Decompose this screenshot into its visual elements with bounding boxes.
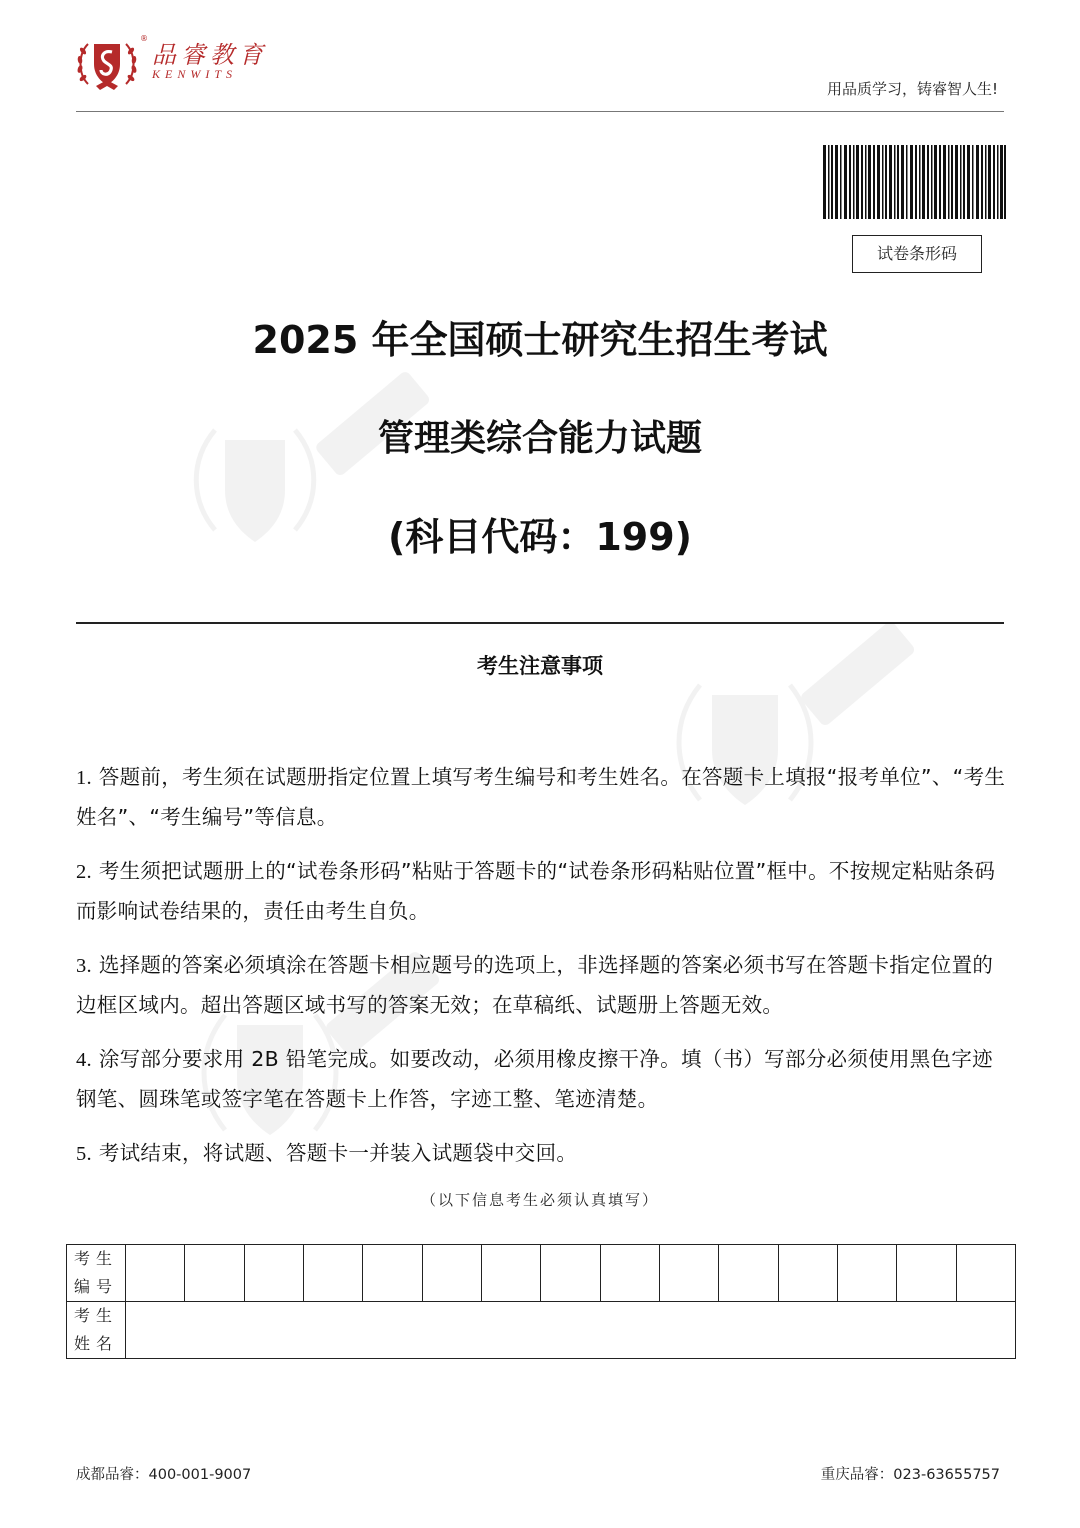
candidate-number-row (67, 1245, 1016, 1302)
subject-code: (科目代码：199) (387, 515, 693, 559)
number-digit-box[interactable] (837, 1245, 896, 1302)
notice-text: 涂写部分要求用 2B 铅笔完成。如要改动，必须用橡皮擦干净。填（书）写部分必须使用黑色字迹钢笔、圆珠笔或签字笔在答题卡上作答，字迹工整、笔迹清楚。 (76, 1047, 993, 1111)
number-digit-box[interactable] (956, 1245, 1015, 1302)
brand-name-en: KENWITS (152, 67, 238, 81)
registered-mark: ® (140, 34, 148, 43)
footer-contact-chengdu: 成都品睿：400-001-9007 (76, 1467, 252, 1483)
number-digit-box[interactable] (719, 1245, 778, 1302)
barcode-icon (823, 145, 1006, 219)
notice-number: 3. (76, 955, 92, 977)
number-digit-box[interactable] (778, 1245, 837, 1302)
notice-item (76, 1040, 1011, 1119)
notice-list (76, 758, 1011, 1189)
notice-heading: 考生注意事项 (477, 654, 603, 678)
candidate-name-label (67, 1302, 126, 1359)
number-digit-box[interactable] (600, 1245, 659, 1302)
number-digit-box[interactable] (422, 1245, 481, 1302)
number-digit-box[interactable] (481, 1245, 540, 1302)
notice-number: 2. (76, 861, 92, 883)
label-line: 考生 (73, 1249, 118, 1268)
number-digit-box[interactable] (244, 1245, 303, 1302)
exam-subtitle: 管理类综合能力试题 (377, 418, 702, 459)
label-line: 姓名 (73, 1334, 118, 1353)
candidate-name-row (67, 1302, 1016, 1359)
notice-text: 选择题的答案必须填涂在答题卡相应题号的选项上，非选择题的答案必须书写在答题卡指定位置的边框区域内。超出答题区域书写的答案无效；在草稿纸、试题册上答题无效。 (76, 953, 994, 1017)
number-digit-box[interactable] (363, 1245, 422, 1302)
candidate-name-field[interactable] (126, 1302, 1016, 1359)
notice-number: 5. (76, 1143, 92, 1165)
notice-number: 4. (76, 1049, 92, 1071)
notice-text: 考试结束，将试题、答题卡一并装入试题袋中交回。 (98, 1141, 578, 1165)
laurel-emblem-icon (74, 34, 140, 92)
exam-title: 2025 年全国硕士研究生招生考试 (252, 318, 828, 362)
notice-item (76, 946, 1011, 1025)
number-digit-box[interactable] (897, 1245, 956, 1302)
number-digit-box[interactable] (303, 1245, 362, 1302)
label-line: 考生 (73, 1306, 118, 1325)
header-divider (76, 111, 1004, 112)
label-line: 编号 (73, 1277, 118, 1296)
number-digit-box[interactable] (126, 1245, 185, 1302)
number-digit-box[interactable] (185, 1245, 244, 1302)
notice-number: 1. (76, 767, 92, 789)
title-divider (76, 622, 1004, 624)
brand-name-cn: 品睿教育 (152, 41, 268, 69)
notice-text: 考生须把试题册上的“试卷条形码”粘贴于答题卡的“试卷条形码粘贴位置”框中。不按规定粘贴条码而影响试卷结果的，责任由考生自负。 (76, 859, 996, 923)
notice-item (76, 758, 1011, 837)
footer-contact-chongqing: 重庆品睿：023-63655757 (820, 1467, 1000, 1483)
brand-logo (74, 34, 268, 94)
candidate-info-table (66, 1244, 1016, 1359)
notice-item (76, 1134, 1011, 1174)
barcode-label-box: 试卷条形码 (852, 235, 982, 273)
number-digit-box[interactable] (541, 1245, 600, 1302)
notice-text: 答题前，考生须在试题册指定位置上填写考生编号和考生姓名。在答题卡上填报“报考单位”、“考生姓名”、“考生编号”等信息。 (76, 765, 1006, 829)
number-digit-box[interactable] (659, 1245, 718, 1302)
notice-item (76, 852, 1011, 931)
slogan: 用品质学习，铸睿智人生! (826, 80, 998, 98)
fill-instruction: （以下信息考生必须认真填写） (420, 1191, 659, 1209)
candidate-number-label (67, 1245, 126, 1302)
